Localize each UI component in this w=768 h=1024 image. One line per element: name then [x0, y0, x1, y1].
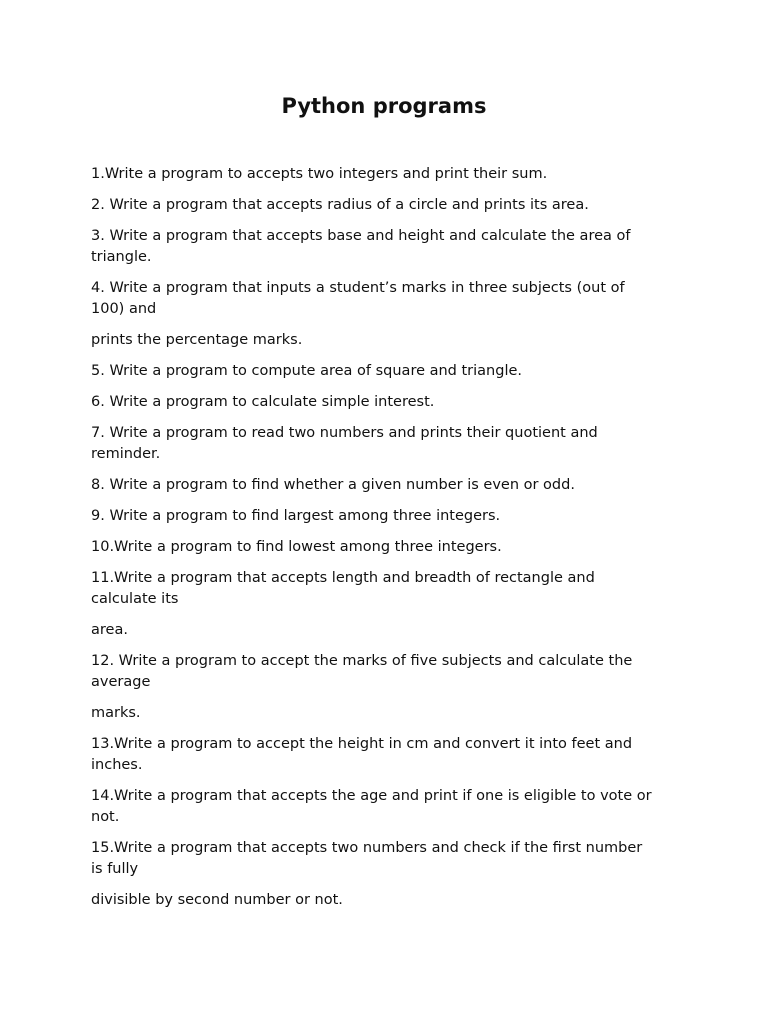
paragraph-1: 1.Write a program to accepts two integers and print their sum.	[91, 166, 548, 182]
paragraph-12: 12. Write a program to accept the marks of five subjects and calculate the average	[91, 653, 633, 690]
paragraph-12-continued: marks.	[91, 705, 141, 721]
paragraph-15: 15.Write a program that accepts two numbers and check if the first number is fully	[91, 840, 643, 877]
paragraph-7: 7. Write a program to read two numbers and prints their quotient and reminder.	[91, 425, 598, 462]
document-body	[91, 164, 681, 921]
paragraph-11-continued: area.	[91, 622, 128, 638]
paragraph-4: 4. Write a program that inputs a student’s marks in three subjects (out of 100) and	[91, 280, 625, 317]
page-title: Python programs	[281, 94, 487, 118]
paragraph-10: 10.Write a program to find lowest among three integers.	[91, 539, 502, 555]
paragraph-5: 5. Write a program to compute area of square and triangle.	[91, 363, 523, 379]
paragraph-14: 14.Write a program that accepts the age and print if one is eligible to vote or not.	[91, 788, 652, 825]
paragraph-9: 9. Write a program to find largest among three integers.	[91, 508, 501, 524]
paragraph-4-continued: prints the percentage marks.	[91, 332, 303, 348]
paragraph-2: 2. Write a program that accepts radius of a circle and prints its area.	[91, 197, 589, 213]
paragraph-15-continued: divisible by second number or not.	[91, 892, 343, 908]
paragraph-8: 8. Write a program to find whether a given number is even or odd.	[91, 477, 575, 493]
paragraph-11: 11.Write a program that accepts length and breadth of rectangle and calculate its	[91, 570, 595, 607]
paragraph-13: 13.Write a program to accept the height in cm and convert it into feet and inches.	[91, 736, 633, 773]
paragraph-3: 3. Write a program that accepts base and height and calculate the area of triangle.	[91, 228, 631, 265]
paragraph-6: 6. Write a program to calculate simple interest.	[91, 394, 435, 410]
